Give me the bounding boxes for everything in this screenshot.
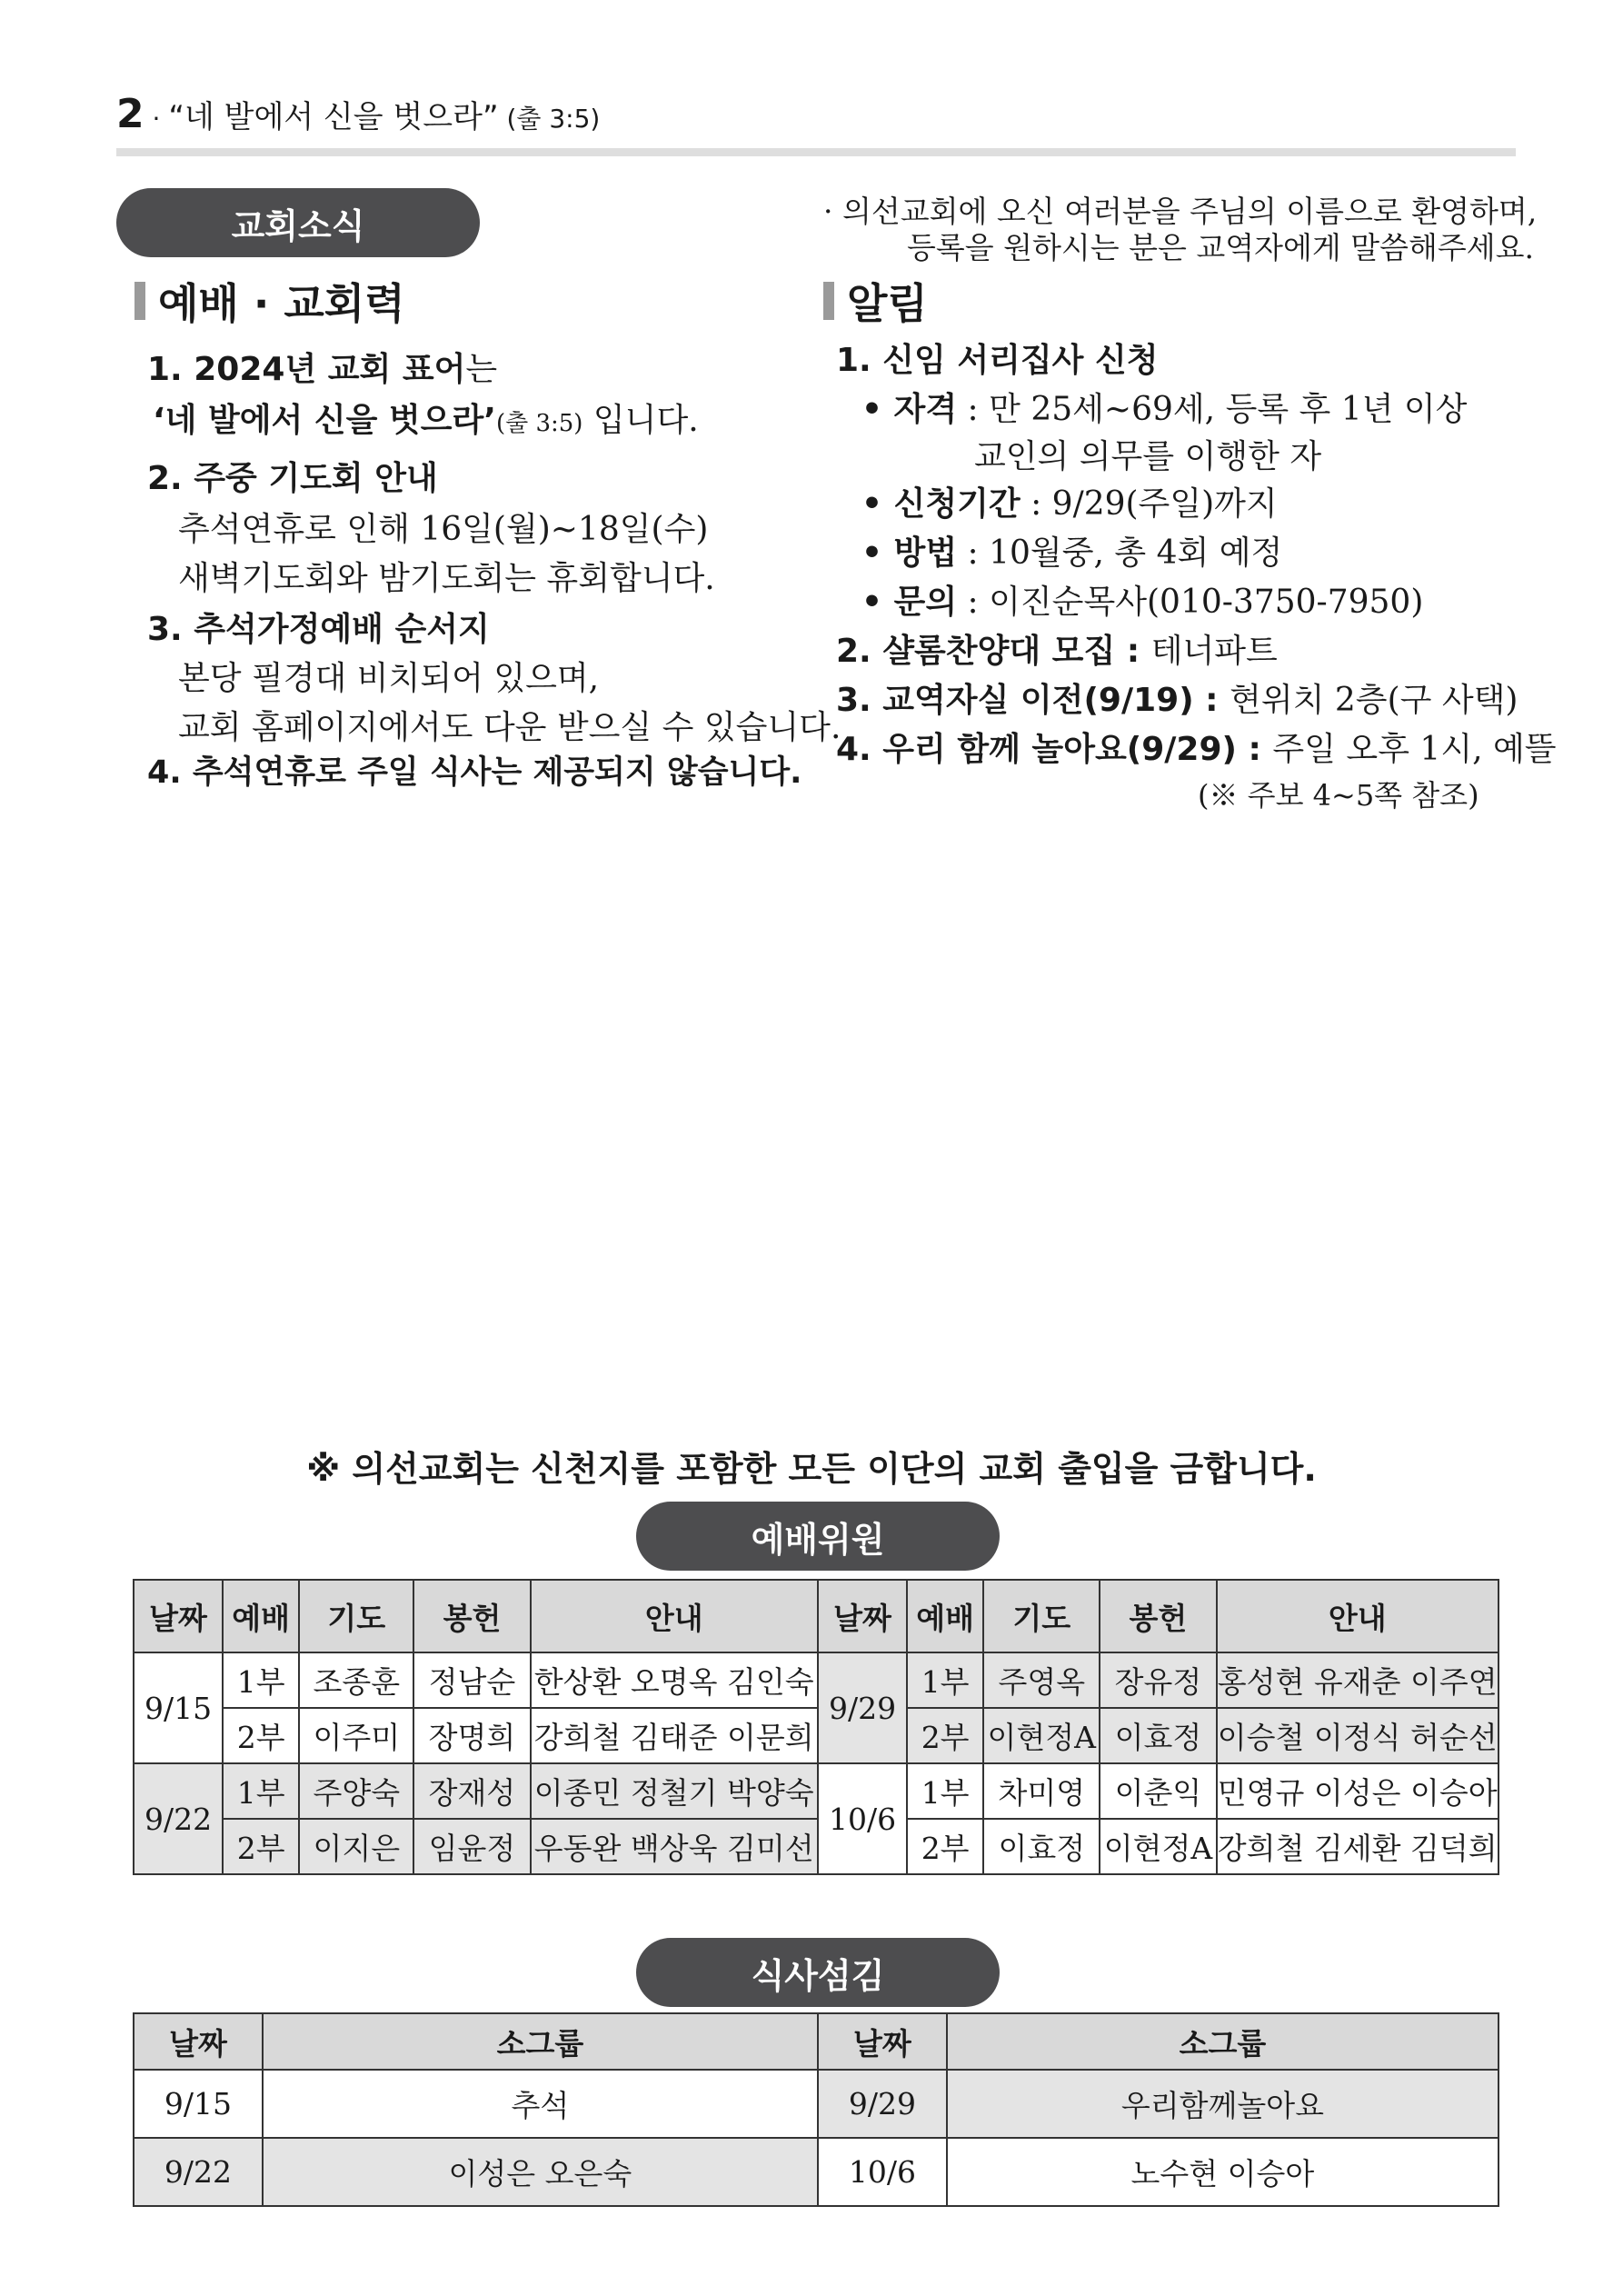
- prayer-cell: 이주미: [299, 1708, 413, 1763]
- header-date: 날짜: [134, 2013, 263, 2070]
- prayer-cell: 이지은: [299, 1819, 413, 1874]
- usher-cell: 강희철 김세환 김덕희: [1217, 1819, 1499, 1874]
- header-motto: “네 발에서 신을 벗으라”: [168, 99, 499, 135]
- notice-item-1-head: 1. 신임 서리집사 신청: [836, 342, 1159, 379]
- usher-cell: 강희철 김태준 이문희: [531, 1708, 818, 1763]
- header-date: 날짜: [818, 1580, 907, 1652]
- usher-cell: 우동완 백상욱 김미선: [531, 1819, 818, 1874]
- worship-staff-label: 예배위원: [751, 1519, 885, 1560]
- notice-item-3: [836, 674, 1518, 721]
- header-usher: 안내: [531, 1580, 818, 1652]
- worship-item-1-tail: 는: [465, 351, 498, 388]
- table-row: [134, 1819, 1499, 1874]
- group-cell: 우리함께놀아요: [947, 2070, 1499, 2138]
- header-offering: 봉헌: [413, 1580, 530, 1652]
- date-cell: 9/15: [134, 2070, 263, 2138]
- worship-heading-text: 예배 · 교회력: [158, 279, 405, 328]
- offering-cell: 이효정: [1100, 1708, 1216, 1763]
- date-cell: 9/29: [818, 2070, 947, 2138]
- offering-cell: 장명희: [413, 1708, 530, 1763]
- service-cell: 2부: [223, 1819, 299, 1874]
- worship-staff-table: [133, 1579, 1499, 1875]
- worship-staff-pill: [636, 1502, 1000, 1571]
- group-cell: 추석: [263, 2070, 818, 2138]
- notice-item-3-head: 3. 교역자실 이전(9/19) :: [836, 682, 1230, 719]
- service-cell: 2부: [223, 1708, 299, 1763]
- service-cell: 1부: [223, 1763, 299, 1819]
- church-news-label: 교회소식: [231, 205, 365, 246]
- table-row: [134, 2138, 1499, 2206]
- notice-heading: [823, 271, 928, 331]
- heresy-warning: ※ 의선교회는 신천지를 포함한 모든 이단의 교회 출입을 금합니다.: [306, 1449, 1317, 1489]
- header-offering: 봉헌: [1100, 1580, 1216, 1652]
- meal-service-label: 식사섬김: [751, 1955, 885, 1996]
- notice-method-label: • 방법: [861, 534, 958, 572]
- notice-contact: [861, 576, 1423, 623]
- worship-item-1-motto-line: [153, 394, 699, 441]
- usher-cell: 홍성현 유재춘 이주연: [1217, 1652, 1499, 1708]
- prayer-cell: 주영옥: [983, 1652, 1100, 1708]
- header-group: 소그룹: [263, 2013, 818, 2070]
- header-rule: [116, 148, 1516, 156]
- church-news-pill: [116, 188, 480, 257]
- table-row: [134, 1763, 1499, 1819]
- notice-qualification: [861, 384, 1467, 430]
- notice-contact-label: • 문의: [861, 584, 958, 621]
- header-separator: ·: [144, 104, 169, 134]
- notice-item-4: [836, 724, 1557, 770]
- notice-contact-value: : 이진순목사(010-3750-7950): [957, 584, 1424, 621]
- prayer-cell: 이효정: [983, 1819, 1100, 1874]
- table-header-row: [134, 1580, 1499, 1652]
- notice-item-4-value: 주일 오후 1시, 예뜰: [1272, 731, 1557, 768]
- header-date: 날짜: [134, 1580, 223, 1652]
- worship-heading: [134, 271, 405, 331]
- group-cell: 이성은 오은숙: [263, 2138, 818, 2206]
- worship-item-1-end: 입니다.: [582, 402, 699, 439]
- usher-cell: 민영규 이성은 이승아: [1217, 1763, 1499, 1819]
- header-service: 예배: [223, 1580, 299, 1652]
- usher-cell: 이승철 이정식 허순선: [1217, 1708, 1499, 1763]
- service-cell: 1부: [907, 1763, 983, 1819]
- heading-bar: [134, 282, 145, 320]
- notice-item-2-head: 2. 샬롬찬양대 모집 :: [836, 633, 1151, 670]
- notice-qualification-line-2: 교인의 의무를 이행한 자: [974, 438, 1322, 475]
- service-cell: 2부: [907, 1819, 983, 1874]
- service-cell: 1부: [223, 1652, 299, 1708]
- service-cell: 1부: [907, 1652, 983, 1708]
- date-cell: 9/22: [134, 2138, 263, 2206]
- header-service: 예배: [907, 1580, 983, 1652]
- notice-method-value: : 10월중, 총 4회 예정: [957, 534, 1283, 572]
- notice-item-4-head: 4. 우리 함께 놀아요(9/29) :: [836, 731, 1273, 768]
- date-cell: 9/29: [818, 1652, 907, 1763]
- worship-item-2-head: 2. 주중 기도회 안내: [147, 460, 438, 497]
- date-cell: 9/22: [134, 1763, 223, 1874]
- notice-qualification-value: : 만 25세~69세, 등록 후 1년 이상: [957, 391, 1468, 428]
- worship-item-3-line-1: 본당 필경대 비치되어 있으며,: [178, 660, 600, 697]
- header-prayer: 기도: [299, 1580, 413, 1652]
- table-row: [134, 1652, 1499, 1708]
- notice-heading-text: 알림: [847, 279, 928, 328]
- table-row: [134, 1708, 1499, 1763]
- table-row: [134, 2070, 1499, 2138]
- prayer-cell: 주양숙: [299, 1763, 413, 1819]
- offering-cell: 임윤정: [413, 1819, 530, 1874]
- notice-item-3-value: 현위치 2층(구 사택): [1230, 682, 1518, 719]
- notice-period-label: • 신청기간: [861, 485, 1021, 523]
- worship-item-4: 4. 추석연휴로 주일 식사는 제공되지 않습니다.: [147, 754, 802, 791]
- heading-bar: [823, 282, 834, 320]
- header-group: 소그룹: [947, 2013, 1499, 2070]
- table-header-row: [134, 2013, 1499, 2070]
- usher-cell: 이종민 정철기 박양숙: [531, 1763, 818, 1819]
- worship-item-3-head: 3. 추석가정예배 순서지: [147, 611, 490, 648]
- offering-cell: 정남순: [413, 1652, 530, 1708]
- meal-service-table: [133, 2012, 1499, 2207]
- service-cell: 2부: [907, 1708, 983, 1763]
- prayer-cell: 조종훈: [299, 1652, 413, 1708]
- header-date: 날짜: [818, 2013, 947, 2070]
- notice-qualification-label: • 자격: [861, 391, 958, 428]
- offering-cell: 이춘익: [1100, 1763, 1216, 1819]
- date-cell: 9/15: [134, 1652, 223, 1763]
- page-header: [116, 91, 600, 137]
- worship-item-1: [147, 344, 497, 390]
- header-prayer: 기도: [983, 1580, 1100, 1652]
- worship-item-2-line-1: 추석연휴로 인해 16일(월)~18일(수): [178, 511, 709, 548]
- group-cell: 노수현 이승아: [947, 2138, 1499, 2206]
- worship-item-1-ref: (출 3:5): [495, 410, 583, 437]
- offering-cell: 장유정: [1100, 1652, 1216, 1708]
- notice-item-2-value: 테너파트: [1150, 633, 1278, 670]
- notice-period-value: : 9/29(주일)까지: [1020, 485, 1278, 523]
- prayer-cell: 차미영: [983, 1763, 1100, 1819]
- welcome-line-2: 등록을 원하시는 분은 교역자에게 말씀해주세요.: [907, 230, 1535, 265]
- header-usher: 안내: [1217, 1580, 1499, 1652]
- worship-item-1-head: 1. 2024년 교회 표어: [147, 351, 466, 388]
- worship-item-3-line-2: 교회 홈페이지에서도 다운 받으실 수 있습니다.: [178, 709, 841, 746]
- date-cell: 10/6: [818, 1763, 907, 1874]
- prayer-cell: 이현정A: [983, 1708, 1100, 1763]
- notice-item-2: [836, 625, 1278, 672]
- worship-item-1-motto: ‘네 발에서 신을 벗으라’: [153, 402, 496, 439]
- meal-service-pill: [636, 1938, 1000, 2007]
- usher-cell: 한상환 오명옥 김인숙: [531, 1652, 818, 1708]
- notice-item-4-note: (※ 주보 4~5쪽 참조): [1198, 778, 1479, 813]
- header-ref: (출 3:5): [498, 104, 601, 134]
- offering-cell: 이현정A: [1100, 1819, 1216, 1874]
- page-number: 2: [116, 91, 144, 137]
- welcome-line-1: · 의선교회에 오신 여러분을 주님의 이름으로 환영하며,: [823, 194, 1538, 229]
- worship-item-2-line-2: 새벽기도회와 밤기도회는 휴회합니다.: [178, 560, 715, 597]
- offering-cell: 장재성: [413, 1763, 530, 1819]
- notice-method: [861, 527, 1282, 574]
- date-cell: 10/6: [818, 2138, 947, 2206]
- notice-period: [861, 478, 1278, 524]
